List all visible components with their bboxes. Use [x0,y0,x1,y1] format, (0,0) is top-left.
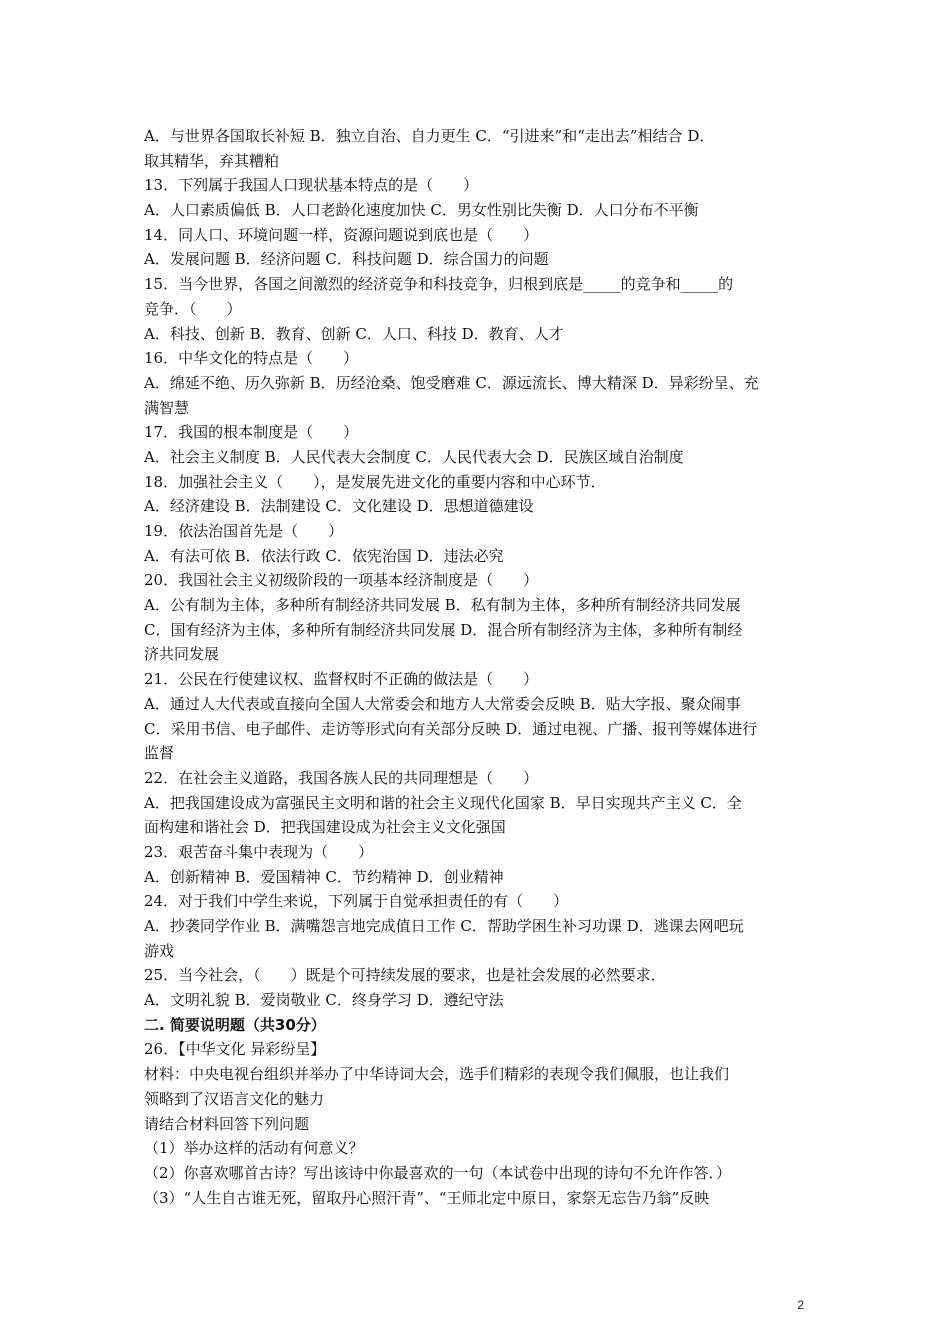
question-26-title: 26．【中华文化 异彩纷呈】 [144,1040,326,1059]
material-text: 材料：中央电视台组织并举办了中华诗词大会，选手们精彩的表现令我们佩服，也让我们 [144,1065,730,1084]
options-19: A．有法可依 B．依法行政 C．依宪治国 D．违法必究 [144,546,504,565]
page-number: 2 [797,1298,804,1312]
question-15-cont: 竞争．（ ） [144,299,242,318]
options-17: A．社会主义制度 B．人民代表大会制度 C．人民代表大会 D．民族区域自治制度 [144,447,684,466]
options-16: A．绵延不绝、历久弥新 B．历经沧桑、饱受磨难 C．源远流长、博大精深 D．异彩纷呈、充 [144,373,759,392]
question-16: 16．中华文化的特点是（ ） [144,349,359,368]
text-line: 取其精华，弃其糟粕 [144,151,280,170]
material-text-cont: 领略到了汉语言文化的魅力 [144,1089,325,1108]
question-19: 19．依法治国首先是（ ） [144,522,344,540]
options-18: A．经济建设 B．法制建设 C．文化建设 D．思想道德建设 [144,497,534,516]
options-21-cont: 监督 [144,744,175,763]
options-21-cont: C．采用书信、电子邮件、走访等形式向有关部分反映 D．通过电视、广播、报刊等媒体进行 [144,719,758,738]
page-content [144,124,816,1210]
options-22: A．把我国建设成为富强民主文明和谐的社会主义现代化国家 B．早日实现共产主义 C．全 [144,793,742,812]
options-22-cont: 面构建和谐社会 D．把我国建设成为社会主义文化强国 [144,818,506,837]
question-13: 13．下列属于我国人口现状基本特点的是（ ） [144,176,479,195]
question-23: 23．艰苦奋斗集中表现为（ ） [144,842,374,861]
options-20-cont: C．国有经济为主体，多种所有制经济共同发展 D．混合所有制经济为主体，多种所有制经 [144,620,743,639]
options-24: A．抄袭同学作业 B．满嘴怨言地完成值日工作 C．帮助学困生补习功课 D．逃课去网吧玩 [144,917,744,935]
options-16-cont: 满智慧 [144,398,190,417]
question-24: 24．对于我们中学生来说，下列属于自觉承担责任的有（ ） [144,892,569,911]
options-20-cont: 济共同发展 [144,645,220,664]
question-22: 22．在社会主义道路，我国各族人民的共同理想是（ ） [144,768,539,787]
question-14: 14．同人口、环境问题一样，资源问题说到底也是（ ） [144,225,539,244]
sub-question-3: （3）“人生自古谁无死，留取丹心照汗青”、“王师北定中原日，家祭无忘告乃翁”反映 [144,1188,710,1207]
options-14: A．发展问题 B．经济问题 C．科技问题 D．综合国力的问题 [144,250,549,269]
options-13: A．人口素质偏低 B．人口老龄化速度加快 C．男女性别比失衡 D．人口分布不平衡 [144,201,699,220]
question-18: 18．加强社会主义（ ），是发展先进文化的重要内容和中心环节． [144,472,606,491]
options-25: A．文明礼貌 B．爱岗敬业 C．终身学习 D．遵纪守法 [144,991,504,1010]
text-line: A．与世界各国取长补短 B．独立自治、自力更生 C．“引进来”和“走出去”相结合 D． [144,127,715,145]
options-15: A．科技、创新 B．教育、创新 C．人口、科技 D．教育、人才 [144,324,564,343]
question-15: 15．当今世界，各国之间激烈的经济竞争和科技竞争，归根到底是_____的竞争和_____的 [144,275,734,294]
options-20: A．公有制为主体，多种所有制经济共同发展 B．私有制为主体，多种所有制经济共同发展 [144,596,741,615]
options-23: A．创新精神 B．爱国精神 C．节约精神 D．创业精神 [144,867,504,886]
question-25: 25．当今社会，（ ）既是个可持续发展的要求，也是社会发展的必然要求． [144,966,666,985]
options-24-cont: 游戏 [144,941,175,960]
sub-question-2: （2）你喜欢哪首古诗？写出该诗中你最喜欢的一句（本试卷中出现的诗句不允许作答．） [144,1163,732,1182]
instruction-text: 请结合材料回答下列问题 [144,1114,310,1133]
question-21: 21．公民在行使建议权、监督权时不正确的做法是（ ） [144,670,539,689]
section-heading: 二. 简要说明题（共30分） [144,1015,326,1034]
options-21: A．通过人大代表或直接向全国人大常委会和地方人大常委会反映 B．贴大字报、聚众闹事 [144,694,741,713]
question-20: 20．我国社会主义初级阶段的一项基本经济制度是（ ） [144,571,539,590]
sub-question-1: （1）举办这样的活动有何意义？ [144,1139,364,1158]
question-17: 17．我国的根本制度是（ ） [144,423,359,442]
